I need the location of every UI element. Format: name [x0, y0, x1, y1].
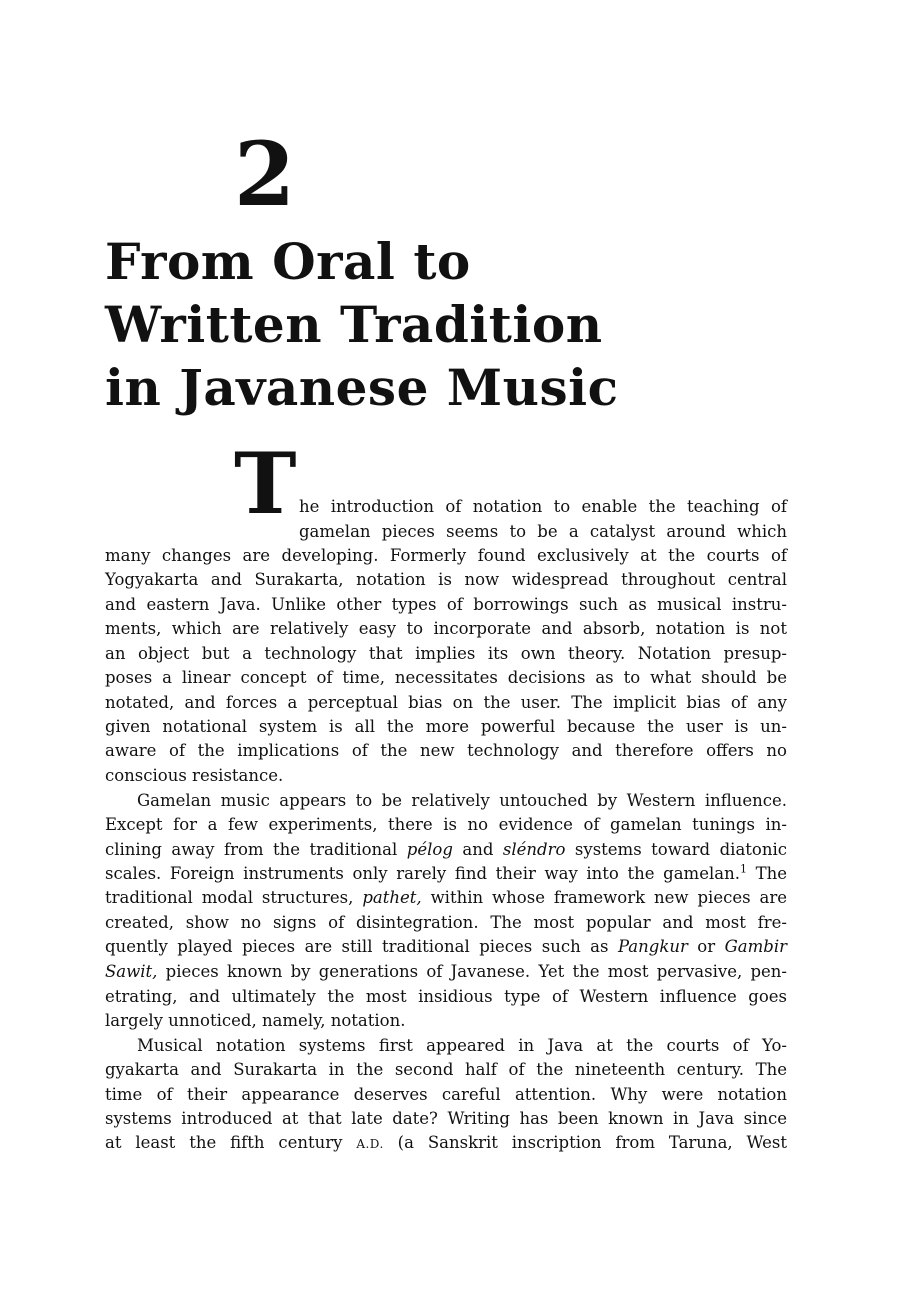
text-line [105, 935, 787, 959]
text-run: or [687, 937, 725, 956]
text-line: many changes are developing. Formerly found exclusively at the courts of [105, 546, 787, 565]
term-gambir: Gambir [724, 937, 787, 956]
text-line: gamelan pieces seems to be a catalyst around which [299, 522, 787, 541]
text-line: etrating, and ultimately the most insidious type of Western influence goes [105, 987, 787, 1006]
text-line [105, 838, 787, 862]
text-line [105, 1131, 787, 1156]
text-line: an object but a technology that implies its own theory. Notation presup- [105, 644, 787, 663]
text-line: time of their appearance deserves careful attention. Why were notation [105, 1085, 787, 1104]
chapter-title-line: Written Tradition [105, 295, 603, 354]
chapter-title-line: in Javanese Music [105, 358, 619, 417]
term-pelog: pélog [406, 840, 453, 859]
text-line: largely unnoticed, namely, notation. [105, 1011, 406, 1030]
chapter-title-line: From Oral to [105, 232, 471, 291]
text-line: given notational system is all the more powerful because the user is un- [105, 717, 787, 736]
text-line: conscious resistance. [105, 766, 284, 785]
text-line: Yogyakarta and Surakarta, notation is now widespread throughout central [105, 570, 787, 589]
text-line: created, show no signs of disintegration. The most popular and most fre- [105, 913, 787, 932]
term-pangkur: Pangkur [617, 937, 688, 956]
term-slendro: sléndro [502, 840, 566, 859]
text-line: poses a linear concept of time, necessitates decisions as to what should be [105, 668, 787, 687]
text-run: pieces known by generations of Javanese. Yet the most pervasive, pen- [157, 962, 787, 981]
term-pathet: pathet, [362, 888, 422, 907]
text-run: The [746, 864, 787, 883]
text-line: he introduction of notation to enable the teaching of [299, 497, 787, 516]
text-line: Musical notation systems first appeared in Java at the courts of Yo- [137, 1036, 787, 1055]
era-abbrev: A.D. [356, 1137, 384, 1151]
text-run: clining away from the traditional [105, 840, 407, 859]
text-run: scales. Foreign instruments only rarely find their way into the gamelan. [105, 864, 740, 883]
text-line: gyakarta and Surakarta in the second half of the nineteenth century. The [105, 1060, 787, 1079]
footnote-ref[interactable]: 1 [739, 862, 747, 876]
text-run: quently played pieces are still traditional pieces such as [105, 937, 618, 956]
text-line: notated, and forces a perceptual bias on the user. The implicit bias of any [105, 693, 787, 712]
text-line [105, 886, 787, 910]
drop-cap: T [234, 434, 297, 533]
text-line: aware of the implications of the new technology and therefore offers no [105, 741, 787, 760]
term-sawit: Sawit, [105, 962, 158, 981]
text-run: within whose framework new pieces are [421, 888, 787, 907]
text-run: systems toward diatonic [565, 840, 787, 859]
chapter-title [105, 230, 805, 419]
text-line: and eastern Java. Unlike other types of borrowings such as musical instru- [105, 595, 787, 614]
chapter-number: 2 [234, 122, 296, 226]
text-line [105, 960, 787, 984]
text-line: systems introduced at that late date? Writing has been known in Java since [105, 1109, 787, 1128]
text-run: traditional modal structures, [105, 888, 363, 907]
text-run: at least the fifth century [105, 1133, 357, 1152]
text-line: Gamelan music appears to be relatively untouched by Western influence. [137, 791, 787, 810]
text-line [105, 862, 787, 886]
text-line: Except for a few experiments, there is no evidence of gamelan tunings in- [105, 815, 787, 834]
text-run: and [452, 840, 503, 859]
text-line: ments, which are relatively easy to incorporate and absorb, notation is not [105, 619, 787, 638]
text-run: (a Sanskrit inscription from Taruna, West [383, 1133, 787, 1152]
